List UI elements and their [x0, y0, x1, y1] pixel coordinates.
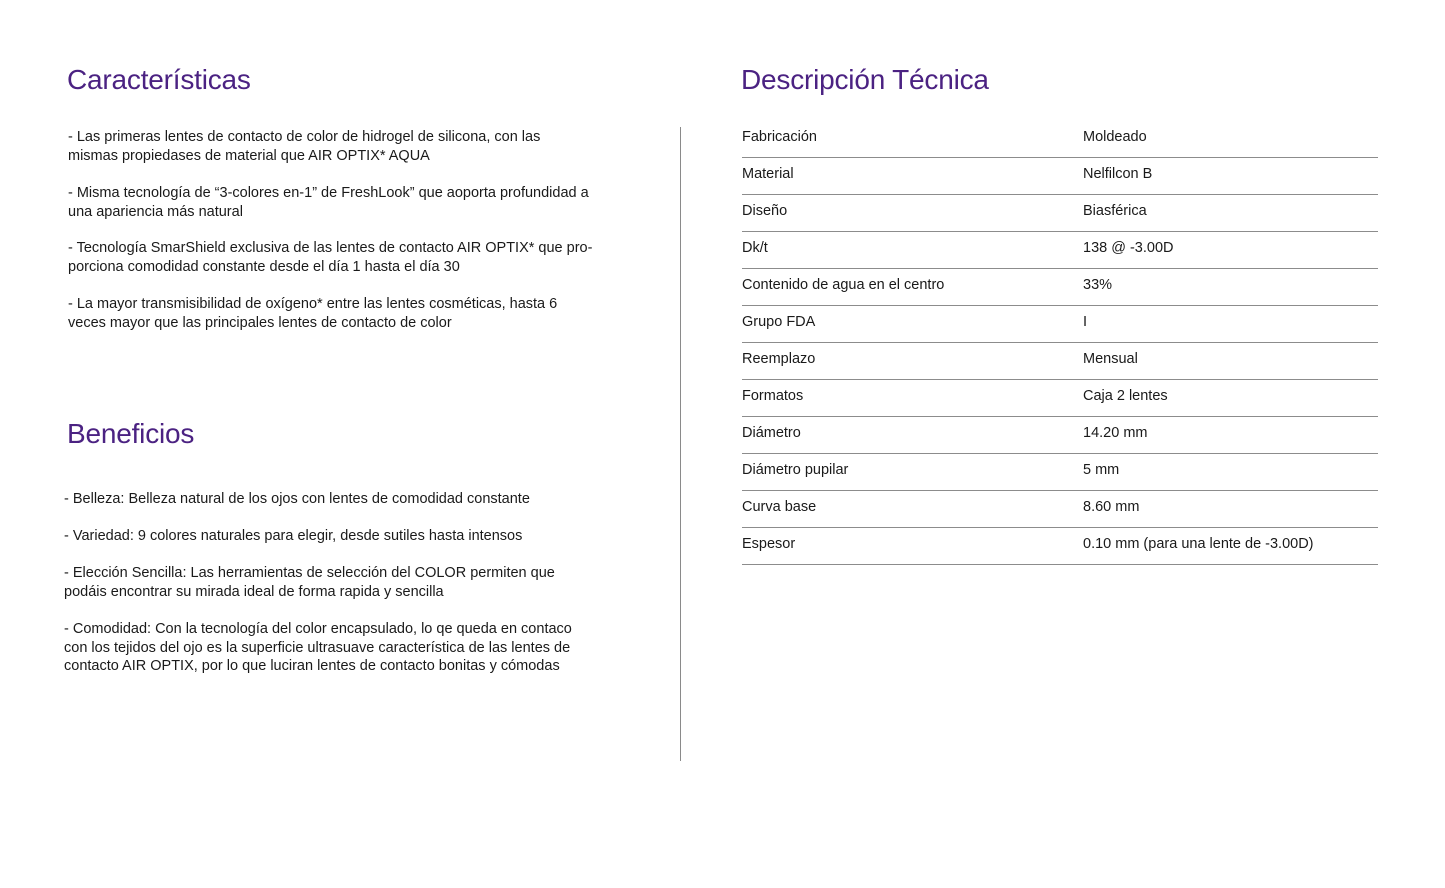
spec-label: Reemplazo — [742, 351, 816, 367]
spec-label: Grupo FDA — [742, 314, 816, 330]
spec-row-diametro — [742, 417, 1378, 454]
column-divider — [680, 127, 681, 761]
spec-label: Material — [742, 166, 794, 182]
spec-value: I — [1083, 314, 1088, 330]
spec-value: 0.10 mm (para una lente de -3.00D) — [1083, 536, 1314, 552]
spec-value: Caja 2 lentes — [1083, 388, 1168, 404]
spec-row-diametro-pupilar — [742, 454, 1378, 491]
spec-value: Moldeado — [1083, 129, 1147, 145]
spec-value: 14.20 mm — [1083, 425, 1148, 441]
spec-label: Espesor — [742, 536, 796, 552]
spec-value: 33% — [1083, 277, 1113, 293]
spec-label: Fabricación — [742, 129, 817, 145]
spec-table — [742, 121, 1378, 565]
spec-row-formatos — [742, 380, 1378, 417]
spec-label: Diseño — [742, 203, 788, 219]
caracteristicas-item: - Tecnología SmarShield exclusiva de las lentes de contacto AIR OPTIX* que pro-porciona comodidad constante desde el día 1 hasta el día 30 — [68, 240, 593, 275]
spec-value: 5 mm — [1083, 462, 1120, 478]
descripcion-title: Descripción Técnica — [741, 64, 989, 95]
beneficios-item: - Variedad: 9 colores naturales para elegir, desde sutiles hasta intensos — [64, 528, 523, 544]
spec-value: 8.60 mm — [1083, 499, 1140, 515]
spec-row-contenido-agua — [742, 269, 1378, 306]
spec-label: Curva base — [742, 499, 817, 515]
spec-row-reemplazo — [742, 343, 1378, 380]
spec-label: Diámetro — [742, 425, 801, 441]
spec-value: Nelfilcon B — [1083, 166, 1153, 182]
caracteristicas-item: - Las primeras lentes de contacto de color de hidrogel de silicona, con las mismas propiedases de material que AIR OPTIX* AQUA — [68, 129, 541, 164]
spec-row-grupo-fda — [742, 306, 1378, 343]
spec-label: Formatos — [742, 388, 804, 404]
spec-label: Dk/t — [742, 240, 768, 256]
spec-row-curva-base — [742, 491, 1378, 528]
spec-label: Contenido de agua en el centro — [742, 277, 945, 293]
spec-row-material — [742, 158, 1378, 195]
beneficios-item: - Belleza: Belleza natural de los ojos con lentes de comodidad constante — [64, 491, 530, 507]
beneficios-item: - Elección Sencilla: Las herramientas de selección del COLOR permiten que podáis encontrar su mirada ideal de forma rapida y sencilla — [64, 565, 555, 600]
spec-row-dkt — [742, 232, 1378, 269]
spec-row-fabricacion — [742, 121, 1378, 158]
caracteristicas-item: - La mayor transmisibilidad de oxígeno* entre las lentes cosméticas, hasta 6 veces mayor que las principales lentes de contacto de color — [68, 296, 558, 331]
spec-row-diseno — [742, 195, 1378, 232]
spec-label: Diámetro pupilar — [742, 462, 849, 478]
beneficios-title: Beneficios — [67, 418, 195, 449]
spec-value: Mensual — [1083, 351, 1138, 367]
caracteristicas-item: - Misma tecnología de “3-colores en-1” de FreshLook” que aoporta profundidad a una apariencia más natural — [68, 185, 589, 220]
spec-row-espesor — [742, 528, 1378, 565]
beneficios-item: - Comodidad: Con la tecnología del color encapsulado, lo qe queda en contaco con los tejidos del ojo es la superficie ultrasuave característica de las lentes de contacto AIR OPTIX, por lo que luciran lentes de contacto bonitas y cómodas — [64, 621, 572, 674]
caracteristicas-title: Características — [67, 64, 251, 95]
spec-value: Biasférica — [1083, 203, 1147, 219]
spec-value: 138 @ -3.00D — [1083, 240, 1174, 256]
